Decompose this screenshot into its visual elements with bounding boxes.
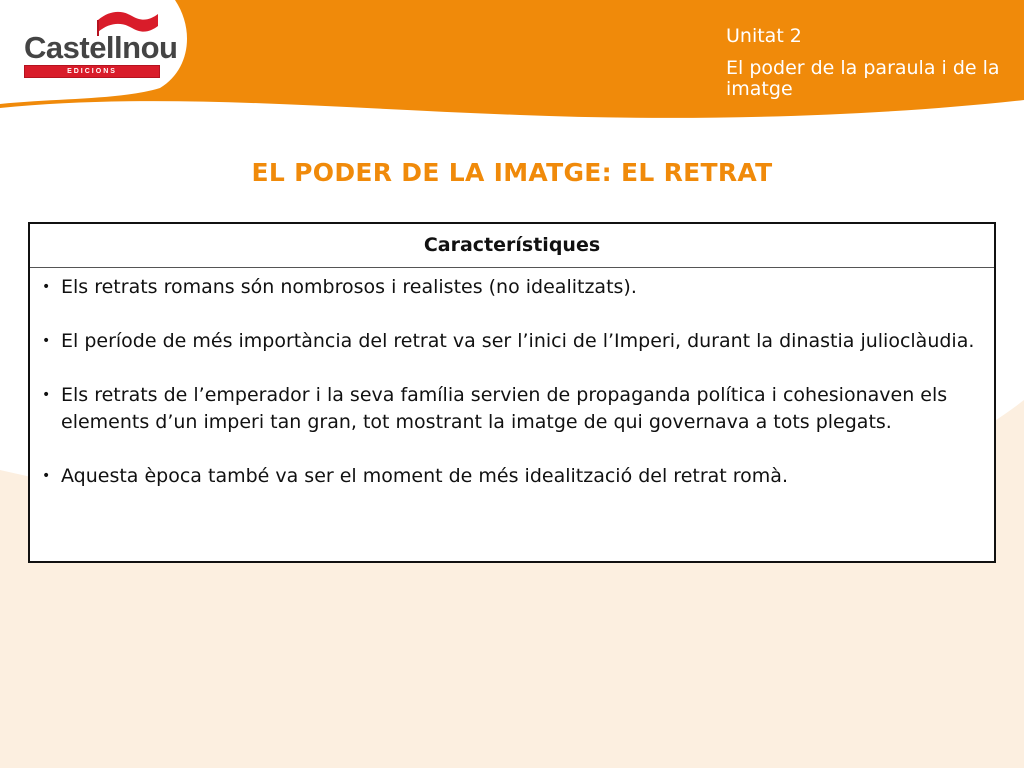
bullet-icon: • (42, 468, 51, 484)
list-item-text: Els retrats de l’emperador i la seva família servien de propaganda política i cohesionaven els elements d’un imperi tan gran, tot mostrant la imatge de qui governava a tots plegats. (61, 384, 948, 433)
castellnou-logo[interactable] (22, 8, 178, 80)
list-item-text: Els retrats romans són nombrosos i realistes (no idealitzats). (61, 276, 637, 298)
table-header: Característiques (30, 224, 994, 268)
bullet-icon: • (42, 279, 51, 295)
unit-subtitle: El poder de la paraula i de la imatge (726, 57, 1000, 100)
unit-header (726, 24, 1016, 100)
list-item (40, 328, 984, 355)
characteristics-table (28, 222, 996, 563)
logo-wordmark: Castellnou (24, 30, 178, 65)
bullet-icon: • (42, 333, 51, 349)
list-item-text: El període de més importància del retrat va ser l’inici de l’Imperi, durant la dinastia julioclàudia. (61, 330, 975, 352)
table-body (30, 268, 994, 490)
bullet-icon: • (42, 387, 51, 403)
list-item (40, 274, 984, 301)
logo-subtitle: EDICIONS (24, 65, 160, 78)
list-item-text: Aquesta època també va ser el moment de més idealització del retrat romà. (61, 465, 788, 487)
list-item (40, 382, 984, 436)
list-item (40, 463, 984, 490)
unit-number: Unitat 2 (726, 25, 802, 47)
page-title: EL PODER DE LA IMATGE: EL RETRAT (251, 158, 773, 187)
